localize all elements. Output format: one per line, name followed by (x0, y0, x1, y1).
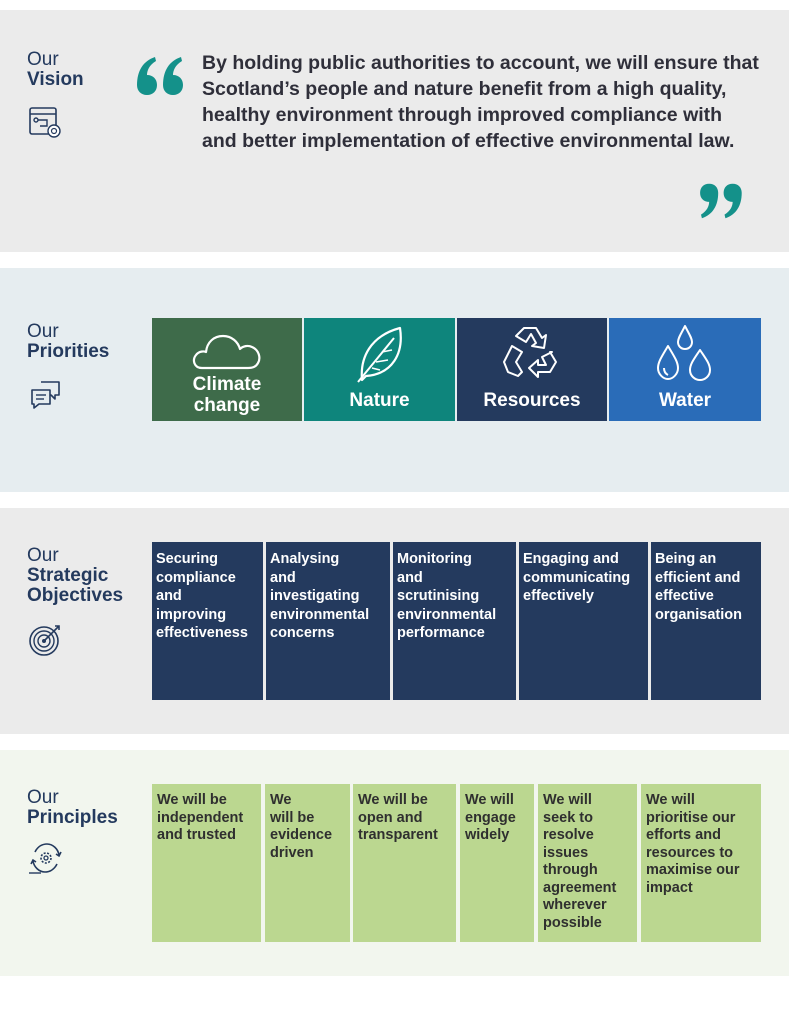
vision-statement: By holding public authorities to account, we will ensure that Scotland’s people and nature benefit from a high quality, healthy environment through improved compliance with and better implementation of effective environmental law. (202, 52, 759, 152)
heading-word: Vision (27, 68, 84, 90)
objective-card: Engaging and communicating effectively (519, 542, 648, 700)
recycle-icon (502, 322, 562, 384)
water-drops-icon (652, 324, 718, 384)
heading-our: Our (27, 545, 59, 566)
leaf-icon (352, 324, 408, 384)
priority-label: Nature (349, 390, 410, 411)
cycle-gear-icon (27, 840, 63, 876)
objective-card: Being an efficient and effective organisation (651, 542, 761, 700)
principle-card: We will engage widely (460, 784, 534, 942)
heading-word: Objectives (27, 584, 124, 606)
priority-resources (457, 318, 607, 421)
heading-word: Principles (27, 806, 118, 828)
heading-our: Our (27, 49, 59, 70)
objective-card: Monitoring and scrutinising environmental performance (393, 542, 516, 700)
principles-section (0, 750, 789, 976)
objective-card: Analysing and investigating environmental concerns (266, 542, 390, 700)
priority-label: Water (658, 390, 712, 411)
objectives-section (0, 508, 789, 734)
principle-card: We will prioritise our efforts and resources to maximise our impact (641, 784, 761, 942)
planning-chart-icon (27, 104, 63, 140)
close-quote-icon (696, 182, 744, 220)
principle-card: We will be evidence driven (265, 784, 350, 942)
heading-our: Our (27, 321, 59, 342)
priorities-section (0, 268, 789, 492)
principles-heading (27, 788, 118, 828)
priority-label: Resources (483, 390, 581, 411)
heading-word: Priorities (27, 340, 110, 362)
priority-nature (304, 318, 455, 421)
objectives-heading (27, 546, 123, 606)
heading-our: Our (27, 787, 59, 808)
principle-card: We will be open and transparent (353, 784, 456, 942)
vision-heading (27, 50, 84, 90)
principle-card: We will be independent and trusted (152, 784, 261, 942)
open-quote-icon (135, 55, 187, 97)
principle-card: We will seek to resolve issues through agreement wherever possible (538, 784, 637, 942)
cloud-icon (190, 326, 264, 372)
heading-word: Strategic (27, 564, 109, 586)
target-icon (27, 622, 63, 658)
speech-bubble-icon (27, 376, 63, 412)
priority-water (609, 318, 761, 421)
priority-climate-change (152, 318, 302, 421)
priority-label: Climate change (192, 374, 262, 416)
vision-section (0, 10, 789, 252)
priorities-heading (27, 322, 109, 362)
objective-card: Securing compliance and improving effectiveness (152, 542, 263, 700)
